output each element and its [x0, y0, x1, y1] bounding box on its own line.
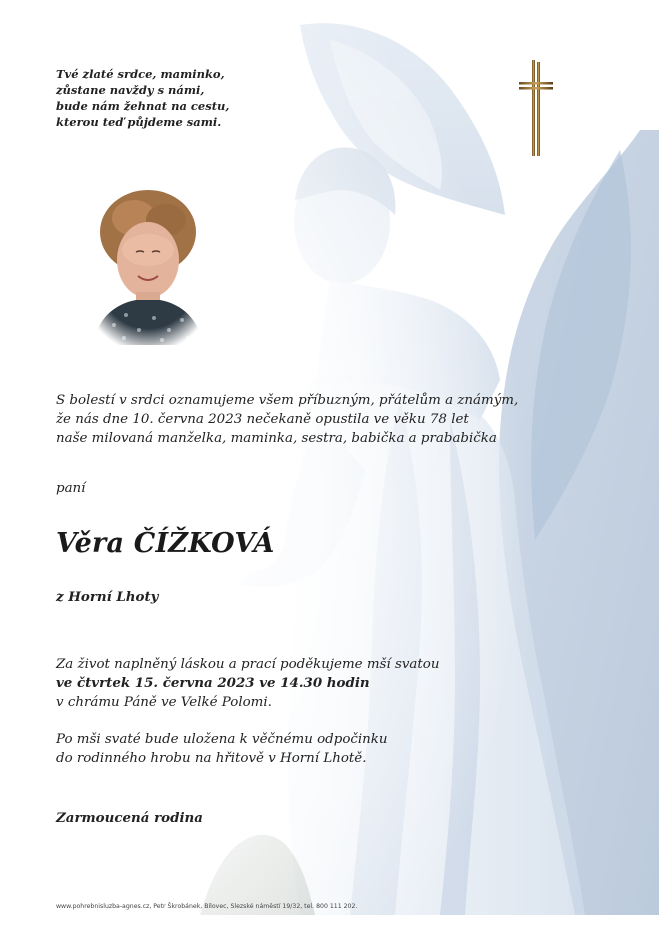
family-signature: Zarmoucená rodina [56, 810, 203, 826]
deceased-origin: z Horní Lhoty [56, 589, 159, 605]
cross-icon [519, 60, 553, 156]
deceased-name: Věra ČÍŽKOVÁ [56, 528, 275, 559]
poem-line: zůstane navždy s námi, [56, 83, 205, 97]
mass-info [56, 655, 576, 712]
burial-info [56, 730, 576, 768]
burial-line: Po mši svaté bude uložena k věčnému odpočinku [56, 732, 388, 747]
announcement-line: S bolestí v srdci oznamujeme všem příbuzným, přátelům a známým, [56, 393, 519, 408]
burial-line: do rodinného hrobu na hřitově v Horní Lhotě. [56, 751, 367, 766]
mass-location: v chrámu Páně ve Velké Polomi. [56, 695, 272, 710]
mass-line: Za život naplněný láskou a prací poděkujeme mší svatou [56, 657, 440, 672]
poem-line: bude nám žehnat na cestu, [56, 99, 230, 113]
poem-line: kterou teď půjdeme sami. [56, 115, 222, 129]
salutation: paní [56, 481, 86, 496]
memorial-poem [56, 66, 286, 130]
announcement-line: naše milovaná manželka, maminka, sestra, babička a prababička [56, 431, 497, 446]
death-announcement [56, 391, 576, 448]
portrait-photo [84, 180, 212, 345]
poem-line: Tvé zlaté srdce, maminko, [56, 67, 225, 81]
mass-date-time: ve čtvrtek 15. června 2023 ve 14.30 hodin [56, 675, 370, 691]
announcement-line: že nás dne 10. června 2023 nečekaně opustila ve věku 78 let [56, 412, 469, 427]
funeral-service-footer: www.pohrebnisluzba-agnes.cz, Petr Škrobánek, Bílovec, Slezské náměstí 19/32, tel. 800 111 202. [56, 903, 358, 910]
